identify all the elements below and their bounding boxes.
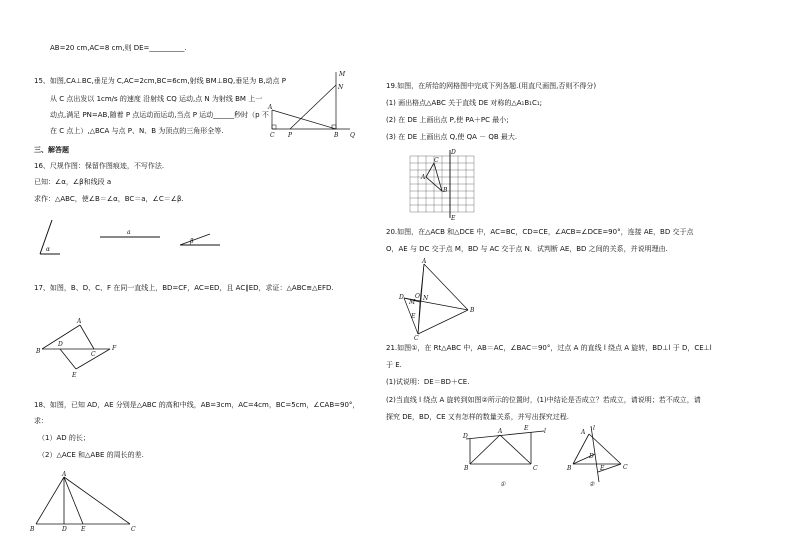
q19-label-d: D [451,149,456,156]
q15-label-c: C [270,132,275,139]
q20-line1: 20.如图，在△ACB 和△DCE 中，AC=BC，CD=CE，∠ACB=∠DCE=90°，连接 AE，BD 交于点 [386,228,694,236]
q17-label-b: B [36,348,41,355]
q21-fig1-label-c: C [533,465,538,472]
q20-figure [398,258,476,340]
q21-line4: (2)当直线 l 绕点 A 旋转到如图②所示的位置时，(1)中结论是否成立？若成立，请说明；若不成立，请 [386,396,701,404]
q18-label-b: B [30,526,35,533]
q20-line2: O，AE 与 DC 交于点 M，BD 与 AC 交于点 N．试判断 AE，BD 之间的关系，并说明理由. [386,245,668,253]
q19-line3: (2) 在 DE 上画出点 P,使 PA＋PC 最小; [386,116,509,124]
q21-fig2-number: ② [589,481,595,488]
q21-line1: 21.如图①，在 Rt△ABC 中，AB＝AC，∠BAC＝90°，过点 A 的直线 l 绕点 A 旋转，BD⊥l 于 D，CE⊥l [386,344,712,352]
q15-label-q: Q [350,132,355,139]
q16-label-beta: β [190,238,194,245]
section-heading: 三、解答题 [34,146,69,154]
q21-fig2-label-l: l [593,425,595,432]
q15-label-p: P [288,132,293,139]
q16-line1: 16、尺规作图：保留作图痕迹，不写作法. [34,162,165,170]
q18-line4: （2）△ACE 和△ABE 的周长的差. [38,451,144,459]
q17-label-f: F [112,345,117,352]
q21-fig1-number: ① [500,481,506,488]
q15-line1: 15、如图,CA⊥BC,垂足为 C,AC=2cm,BC=6cm,射线 BM⊥BQ,垂足为 B,动点 P [34,77,286,85]
q17-figure [34,315,124,381]
q20-label-n: N [423,295,429,302]
q16-label-a: a [127,229,131,236]
q15-label-n: N [338,84,344,91]
q18-label-e: E [81,526,86,533]
q21-fig1-label-a: A [498,428,503,435]
q21-fig2-label-d: D [589,453,594,460]
q17-label-a: A [77,318,82,325]
q19-label-b: B [443,187,448,194]
q18-label-c: C [131,526,136,533]
q21-figure-1 [460,422,552,490]
q18-figure [30,472,140,534]
q16-label-alpha: α [46,246,51,253]
q16-line2: 已知：∠α，∠β和线段 a [34,178,112,186]
q21-fig1-label-d: D [463,433,468,440]
q21-line5: 探究 DE，BD，CE 又有怎样的数量关系，并写出探究过程. [386,413,569,421]
q16-line3: 求作：△ABC，使∠B＝∠α，BC＝a，∠C＝∠β. [34,195,184,203]
q19-label-e: E [451,215,456,222]
q14-tail: AB=20 cm,AC=8 cm,则 DE=__________. [50,44,187,52]
q21-fig2-label-c: C [623,464,628,471]
q15-line3: 动点,满足 PN=AB,随着 P 点运动而运动,当点 P 运动______秒时（p 不 [50,111,269,119]
q21-fig1-label-b: B [464,465,469,472]
q20-label-e: E [411,313,416,320]
q20-label-d: D [399,294,404,301]
q15-label-a: A [268,104,273,111]
q18-line1: 18、如图，已知 AD，AE 分别是△ABC 的高和中线，AB=3cm，AC=4cm，BC=5cm，∠CAB=90°， [34,401,360,409]
q21-fig2-label-b: B [567,465,572,472]
q18-label-d: D [62,526,67,533]
q19-line2: (1) 画出格点△ABC 关于直线 DE 对称的△A₁B₁C₁; [386,99,543,107]
q21-fig1-label-l: l [544,428,546,435]
q17-label-e: E [72,372,77,379]
q21-figure-2 [565,422,637,490]
q19-line1: 19.如图，在所给的网格图中完成下列各题.(用直尺画图,否则不得分) [386,82,597,90]
q20-label-m: M [409,299,416,306]
q20-label-a: A [422,258,427,265]
q15-label-b: B [334,132,339,139]
q18-line2: 求： [34,417,48,425]
q17-label-c: C [91,351,96,358]
q15-line4: 在 C 点上）,△BCA 与点 P、N、B 为顶点的三角形全等. [50,127,224,135]
q21-fig2-label-e: E [600,465,605,472]
q17-label-d: D [58,341,63,348]
q15-line2: 从 C 点出发以 1cm/s 的速度 沿射线 CQ 运动,点 N 为射线 BM 上一 [50,95,263,103]
q21-line3: (1)试说明：DE＝BD＋CE. [386,378,470,386]
q19-label-c: C [434,157,439,164]
q19-line4: (3) 在 DE 上画出点 Q,使 QA － QB 最大. [386,133,518,141]
q21-fig1-label-e: E [524,425,529,432]
q18-line3: （1）AD 的长； [38,434,90,442]
q20-label-b: B [470,307,475,314]
q19-grid-figure [410,146,480,222]
q20-label-o: O [415,293,420,300]
q21-fig2-label-a: A [581,429,586,436]
q17-line1: 17、如图，B、D、C、F 在同一直线上，BD=CF，AC=ED，且 AC∥ED，求证：△ABC≌△EFD. [34,284,334,292]
q15-label-m: M [339,71,346,78]
q16-figure [38,216,228,258]
q18-label-a: A [62,471,67,478]
q20-label-c: C [414,335,419,342]
q15-figure [268,70,358,142]
q21-line2: 于 E. [386,361,402,369]
q19-label-a: A [421,174,426,181]
